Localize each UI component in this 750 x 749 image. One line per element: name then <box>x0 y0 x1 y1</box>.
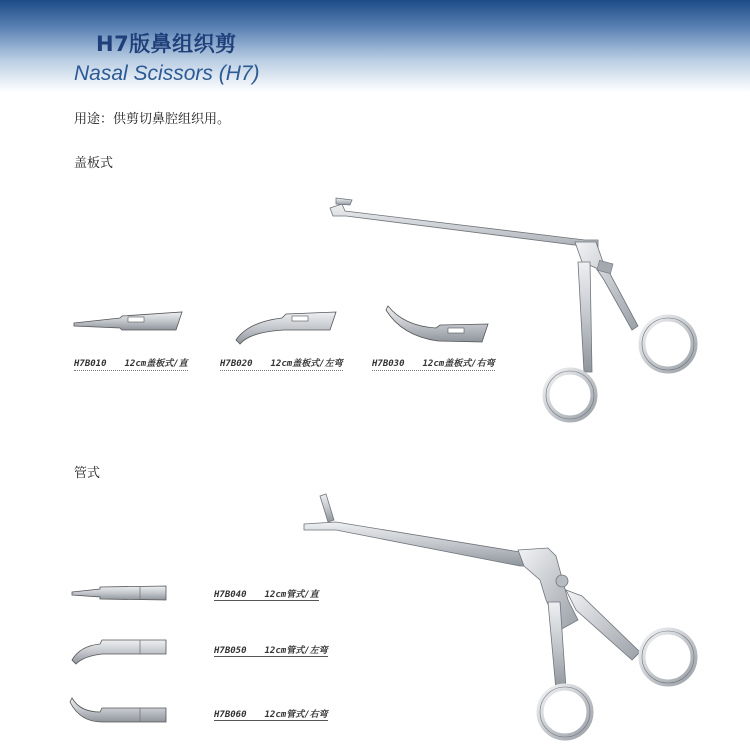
tip-illustration-straight-cover <box>74 312 182 330</box>
product-code: H7B040 <box>214 590 247 600</box>
product-desc: 12cm盖板式/直 <box>124 359 188 369</box>
tip-illustration-left-curve-cover <box>236 312 336 344</box>
product-desc: 12cm盖板式/左弯 <box>270 359 343 369</box>
section-label-cover-type: 盖板式 <box>74 156 114 171</box>
product-code: H7B060 <box>214 710 247 720</box>
tip-illustration-right-curve-cover <box>386 306 488 342</box>
product-desc: 12cm管式/左弯 <box>264 646 328 656</box>
product-desc: 12cm盖板式/右弯 <box>422 359 495 369</box>
product-code: H7B020 <box>220 359 253 369</box>
page-title-english: Nasal Scissors (H7) <box>74 62 260 85</box>
tip-illustration-straight-tube <box>72 586 166 600</box>
product-code: H7B030 <box>372 359 405 369</box>
page-title-chinese: H7版鼻组织剪 <box>96 32 237 56</box>
scissors-illustration-tube-type <box>304 494 694 737</box>
product-desc: 12cm管式/直 <box>264 590 319 600</box>
scissors-illustration-cover-type <box>330 198 694 419</box>
section-label-tube-type: 管式 <box>74 466 101 481</box>
tip-illustration-right-curve-tube <box>70 698 166 722</box>
product-desc: 12cm管式/右弯 <box>264 710 328 720</box>
tip-illustration-left-curve-tube <box>72 640 166 664</box>
product-code: H7B050 <box>214 646 247 656</box>
product-code: H7B010 <box>74 359 107 369</box>
usage-text: 用途：供剪切鼻腔组织用。 <box>74 112 231 127</box>
